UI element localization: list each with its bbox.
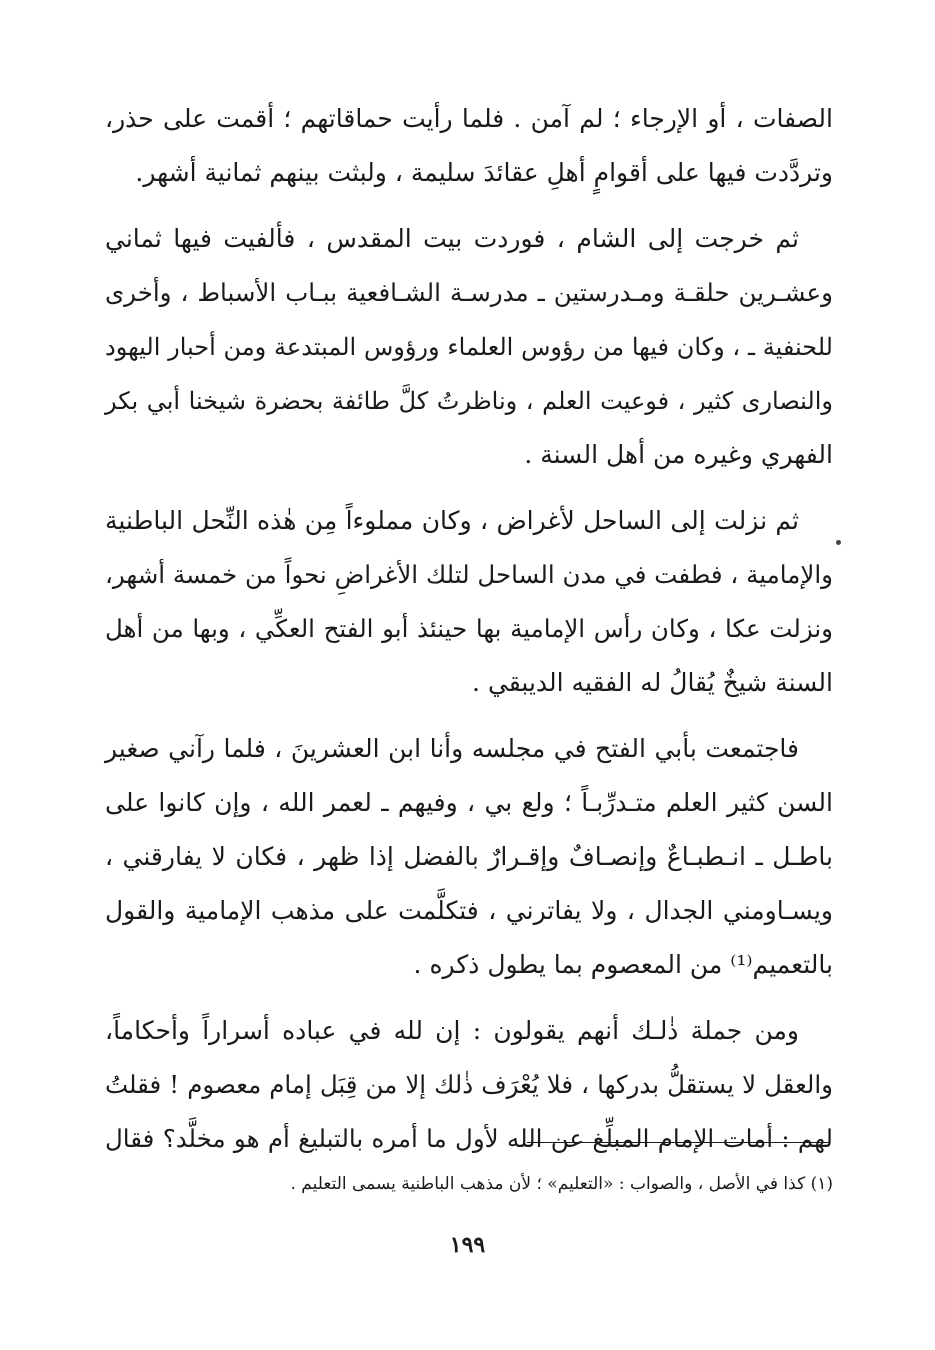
text-line: ونزلت عكا ، وكان رأس الإمامية بها حينئذ أبو الفتح العكِّي ، وبها من أهل: [105, 614, 833, 643]
text-line: والنصارى كثير ، فوعيت العلم ، وناظرتُ كلَّ طائفة بحضرة شيخنا أبي بكر: [105, 387, 833, 415]
text-line: الصفات ، أو الإرجاء ؛ لم آمن . فلما رأيت حماقاتهم ؛ أقمت على حذر،: [105, 104, 833, 133]
paragraph-4: [105, 722, 833, 992]
text-line: باطـل ـ انـطبـاعٌ وإنصـافٌ وإقـرارٌ بالفضل إذا ظهر ، فكان لا يفارقني ،: [105, 842, 833, 871]
page-number: ١٩٩: [449, 1232, 486, 1258]
text-line: ومن جملة ذٰلـك أنهم يقولون : إن لله في عباده أسراراً وأحكاماً،: [105, 1016, 799, 1045]
text-line: لهم : أمات الإمام المبلِّغ عن الله لأول ما أمره بالتبليغ أم هو مخلَّد؟ فقال: [105, 1124, 833, 1153]
text-line: وتردَّدت فيها على أقوامٍ أهلِ عقائدَ سليمة ، ولبثت بينهم ثمانية أشهر.: [135, 158, 833, 187]
footnote: (١) كذا في الأصل ، والصواب : «التعليم» ؛ لأن مذهب الباطنية يسمى التعليم .: [290, 1174, 833, 1194]
paragraph-2: [105, 212, 833, 482]
text-line: السن كثير العلم متـدرِّبـاً ؛ ولع بي ، وفيهم ـ لعمر الله ، وإن كانوا على: [105, 788, 833, 817]
text-line: ثم نزلت إلى الساحل لأغراض ، وكان مملوءاً مِن هٰذه النِّحل الباطنية: [105, 506, 799, 535]
footnote-divider: [527, 1142, 829, 1143]
main-text: [105, 92, 833, 1166]
scan-speck: [836, 540, 841, 545]
paragraph-1: [105, 92, 833, 200]
text-line: السنة شيخٌ يُقالُ له الفقيه الديبقي .: [472, 668, 833, 697]
paragraph-3: [105, 494, 833, 710]
text-line: ثم خرجت إلى الشام ، فوردت بيت المقدس ، فألفيت فيها ثماني: [105, 224, 799, 253]
text-line: ويسـاومني الجدال ، ولا يفاترني ، فتكلَّمت على مذهب الإمامية والقول: [105, 896, 833, 925]
text-line: فاجتمعت بأبي الفتح في مجلسه وأنا ابن العشرينَ ، فلما رآني صغير: [105, 734, 799, 763]
text-line: الفهري وغيره من أهل السنة .: [524, 440, 833, 469]
text-line: بالتعميم⁽¹⁾ من المعصوم بما يطول ذكره .: [413, 950, 833, 979]
text-line: وعشـرين حلقـة ومـدرستين ـ مدرسـة الشـافعية ببـاب الأسباط ، وأخرى: [105, 278, 833, 307]
text-line: والعقل لا يستقلُّ بدركها ، فلا يُعْرَف ذٰلك إلا من قِبَل إمام معصوم ! فقلتُ: [105, 1070, 833, 1099]
text-line: والإمامية ، فطفت في مدن الساحل لتلك الأغراضِ نحواً من خمسة أشهر،: [105, 560, 833, 589]
text-line: للحنفية ـ ، وكان فيها من رؤوس العلماء ورؤوس المبتدعة ومن أحبار اليهود: [105, 333, 833, 361]
